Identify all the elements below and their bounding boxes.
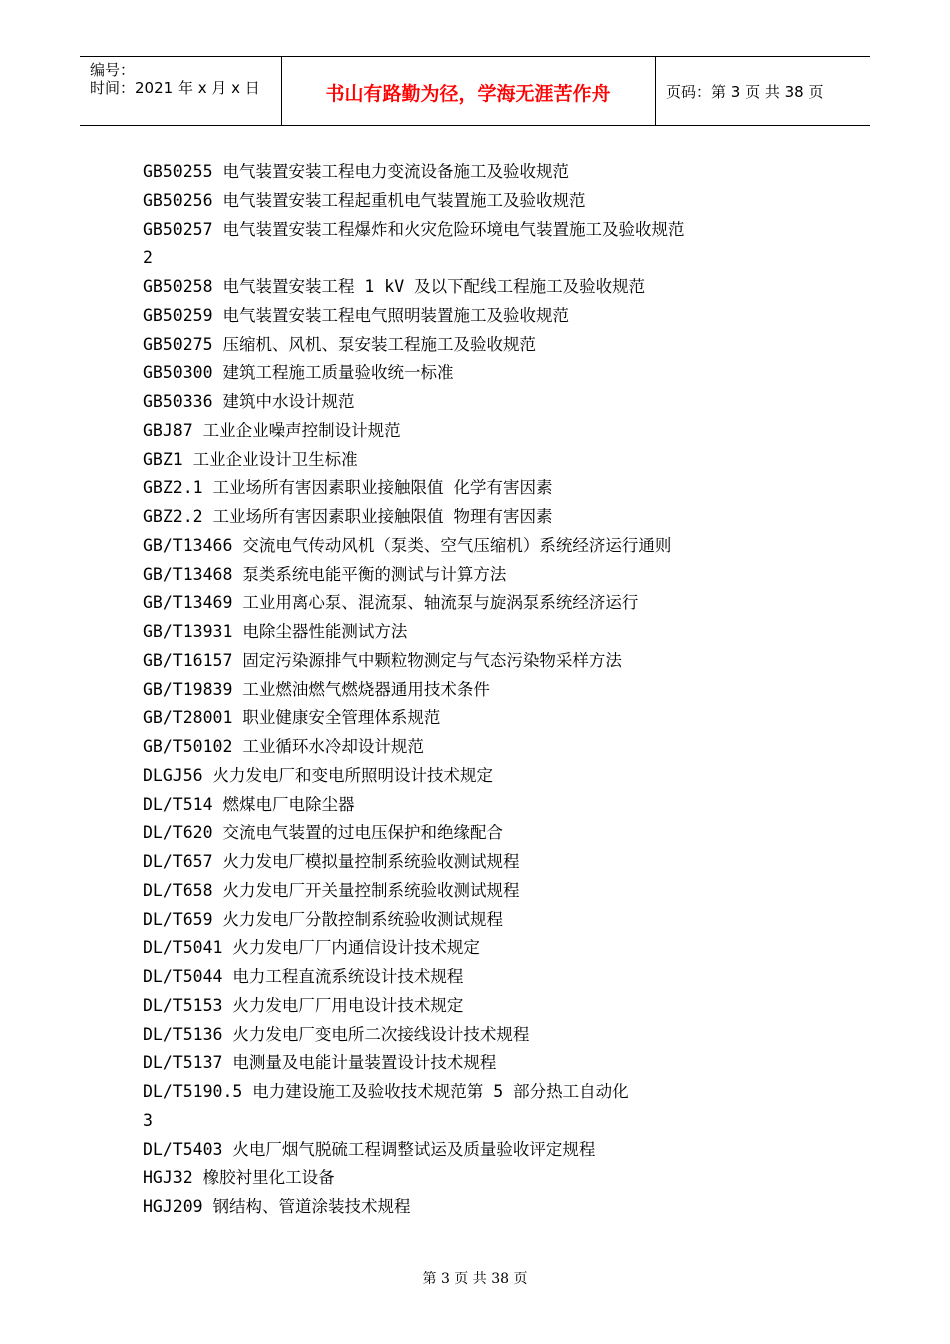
standard-line: 2	[143, 248, 153, 268]
document-time-label: 时间：2021 年 x 月 x 日	[90, 79, 260, 97]
standard-line: GB50336 建筑中水设计规范	[143, 392, 355, 411]
standard-line: DL/T5403 火电厂烟气脱硫工程调整试运及质量验收评定规程	[143, 1139, 596, 1159]
document-number-label: 编号：	[90, 61, 136, 79]
standard-line: GB/T19839 工业燃油燃气燃烧器通用技术条件	[143, 679, 490, 699]
standard-line: GB/T16157 固定污染源排气中颗粒物测定与气态污染物采样方法	[143, 650, 622, 670]
standard-line: GB/T50102 工业循环水冷却设计规范	[143, 737, 424, 756]
standard-line: DL/T657 火力发电厂模拟量控制系统验收测试规程	[143, 852, 520, 871]
standard-line: GB50256 电气装置安装工程起重机电气装置施工及验收规范	[143, 190, 586, 210]
header-meta-cell	[80, 57, 282, 125]
standard-line: HGJ209 钢结构、管道涂装技术规程	[143, 1197, 411, 1216]
standard-line: GB50255 电气装置安装工程电力变流设备施工及验收规范	[143, 162, 569, 181]
standard-line: GBZ2.1 工业场所有害因素职业接触限值 化学有害因素	[143, 478, 553, 498]
standard-line: DL/T5044 电力工程直流系统设计技术规程	[143, 967, 464, 986]
standard-line: GB/T28001 职业健康安全管理体系规范	[143, 708, 441, 728]
standard-line: HGJ32 橡胶衬里化工设备	[143, 1168, 335, 1188]
standard-line: DL/T5153 火力发电厂厂用电设计技术规定	[143, 995, 464, 1015]
standard-line: DL/T5190.5 电力建设施工及验收技术规范第 5 部分热工自动化	[143, 1082, 629, 1101]
standard-line: GBJ87 工业企业噪声控制设计规范	[143, 420, 401, 440]
standard-line: DL/T5136 火力发电厂变电所二次接线设计技术规程	[143, 1024, 530, 1044]
standard-line: GB/T13931 电除尘器性能测试方法	[143, 622, 408, 641]
header-motto-cell	[281, 57, 656, 125]
header-motto: 书山有路勤为径，学海无涯苦作舟	[325, 83, 611, 105]
standard-line: GBZ1 工业企业设计卫生标准	[143, 449, 358, 469]
standard-line: DL/T5137 电测量及电能计量装置设计技术规程	[143, 1053, 497, 1073]
standard-line: 3	[143, 1110, 153, 1130]
standard-line: DL/T620 交流电气装置的过电压保护和绝缘配合	[143, 823, 503, 843]
standard-line: GB/T13466 交流电气传动风机（泵类、空气压缩机）系统经济运行通则	[143, 535, 672, 555]
standard-line: GB50275 压缩机、风机、泵安装工程施工及验收规范	[143, 334, 536, 354]
header-page-cell	[656, 57, 870, 125]
standard-line: GB50258 电气装置安装工程 1 kV 及以下配线工程施工及验收规范	[143, 277, 646, 296]
page-header	[80, 56, 870, 126]
standard-line: GBZ2.2 工业场所有害因素职业接触限值 物理有害因素	[143, 507, 553, 526]
standard-line: DL/T659 火力发电厂分散控制系统验收测试规程	[143, 909, 503, 929]
standard-line: DL/T514 燃煤电厂电除尘器	[143, 794, 355, 814]
standard-line: GB50257 电气装置安装工程爆炸和火灾危险环境电气装置施工及验收规范	[143, 219, 685, 239]
standard-line: DL/T658 火力发电厂开关量控制系统验收测试规程	[143, 880, 520, 900]
page-footer: 第 3 页 共 38 页	[422, 1271, 528, 1287]
standard-line: GB/T13469 工业用离心泵、混流泵、轴流泵与旋涡泵系统经济运行	[143, 593, 639, 613]
standard-line: DL/T5041 火力发电厂厂内通信设计技术规定	[143, 938, 480, 958]
standard-line: GB50300 建筑工程施工质量验收统一标准	[143, 363, 454, 383]
standard-line: GB50259 电气装置安装工程电气照明装置施工及验收规范	[143, 305, 569, 325]
standard-line: DLGJ56 火力发电厂和变电所照明设计技术规定	[143, 765, 494, 785]
header-page-code: 页码：第 3 页 共 38 页	[666, 83, 824, 101]
standard-line: GB/T13468 泵类系统电能平衡的测试与计算方法	[143, 564, 507, 584]
standards-list	[143, 158, 823, 1222]
